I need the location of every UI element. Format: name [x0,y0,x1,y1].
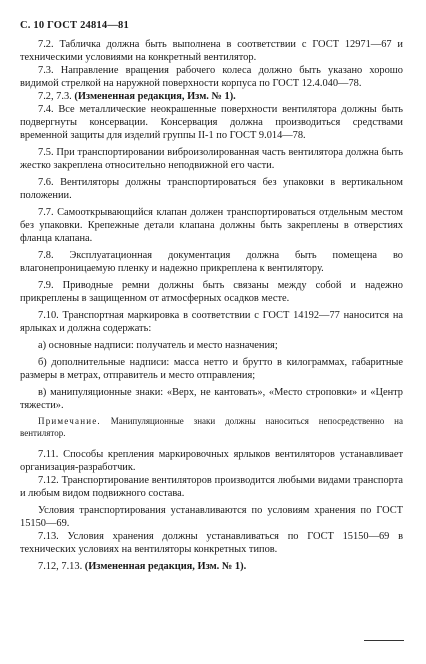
page-header: С. 10 ГОСТ 24814—81 [20,20,129,31]
amendment-note-7-2-7-3 [20,90,403,103]
note-label: Примечание. [38,416,101,426]
paragraph-7-7: 7.7. Самооткрывающийся клапан должен транспортироваться отдельным местом без упаковки. Крепежные детали клапана должны быть закреплены в отверстиях фланца клапана. [20,207,403,244]
list-item-v: в) манипуляционные знаки: «Верх, не кантовать», «Место строповки» и «Центр тяжести». [20,387,403,411]
paragraph-7-12: 7.12. Транспортирование вентиляторов производится любыми видами транспорта и любым видом подвижного состава. [20,475,403,499]
paragraph-7-13: 7.13. Условия хранения должны устанавливаться по ГОСТ 15150—69 в технических условиях на вентиляторы конкретных типов. [20,531,403,555]
paragraph-7-11: 7.11. Способы крепления маркировочных ярлыков вентиляторов устанавливает организация-разработчик. [20,449,403,473]
paragraph-7-6: 7.6. Вентиляторы должны транспортироваться без упаковки в вертикальном положении. [20,177,403,201]
paragraph-7-5: 7.5. При транспортировании виброизолированная часть вентилятора должна быть жестко закреплена относительно неподвижной его части. [20,147,403,171]
paragraph-7-10: 7.10. Транспортная маркировка в соответствии с ГОСТ 14192—77 наносится на ярлыках и должна содержать: [20,310,403,334]
paragraph-7-4: 7.4. Все металлические неокрашенные поверхности вентилятора должны быть подвергнуты консервации. Консервация должна производиться средствами временной защиты для изделий группы II-1 по ГОСТ 9.014—78. [20,104,403,141]
paragraph-7-8: 7.8. Эксплуатационная документация должна быть помещена во влагонепроницаемую пленку и надежно прикреплена к вентилятору. [20,250,403,274]
document-body [20,38,403,573]
amendment-note-7-12-7-13 [20,560,403,573]
note-text: Манипуляционные знаки должны наноситься непосредственно на вентилятор. [20,416,403,438]
note [20,416,403,439]
paragraph-7-9: 7.9. Приводные ремни должны быть связаны между собой и надежно прикреплены в защищенном от атмосферных осадков месте. [20,280,403,304]
list-item-b: б) дополнительные надписи: масса нетто и брутто в килограммах, габаритные размеры в метрах, отправитель и место отправления; [20,357,403,381]
amendment-clauses: 7.2, 7.3. [38,91,75,102]
list-item-a: а) основные надписи: получатель и место назначения; [38,340,278,351]
amendment-clauses-2: 7.12, 7.13. [38,561,85,572]
paragraph-7-3: 7.3. Направление вращения рабочего колеса должно быть указано хорошо видимой стрелкой на наружной поверхности корпуса по ГОСТ 12.4.040—78. [20,65,403,89]
amendment-label-2: (Измененная редакция, Изм. № 1). [84,561,247,572]
paragraph-7-12-conditions: Условия транспортирования устанавливаются по условиям хранения по ГОСТ 15150—69. [20,505,403,529]
footer-rule [364,640,404,641]
paragraph-7-2: 7.2. Табличка должна быть выполнена в соответствии с ГОСТ 12971—67 и техническими условиями на конкретный вентилятор. [20,39,403,63]
amendment-label: (Измененная редакция, Изм. № 1). [74,91,236,102]
